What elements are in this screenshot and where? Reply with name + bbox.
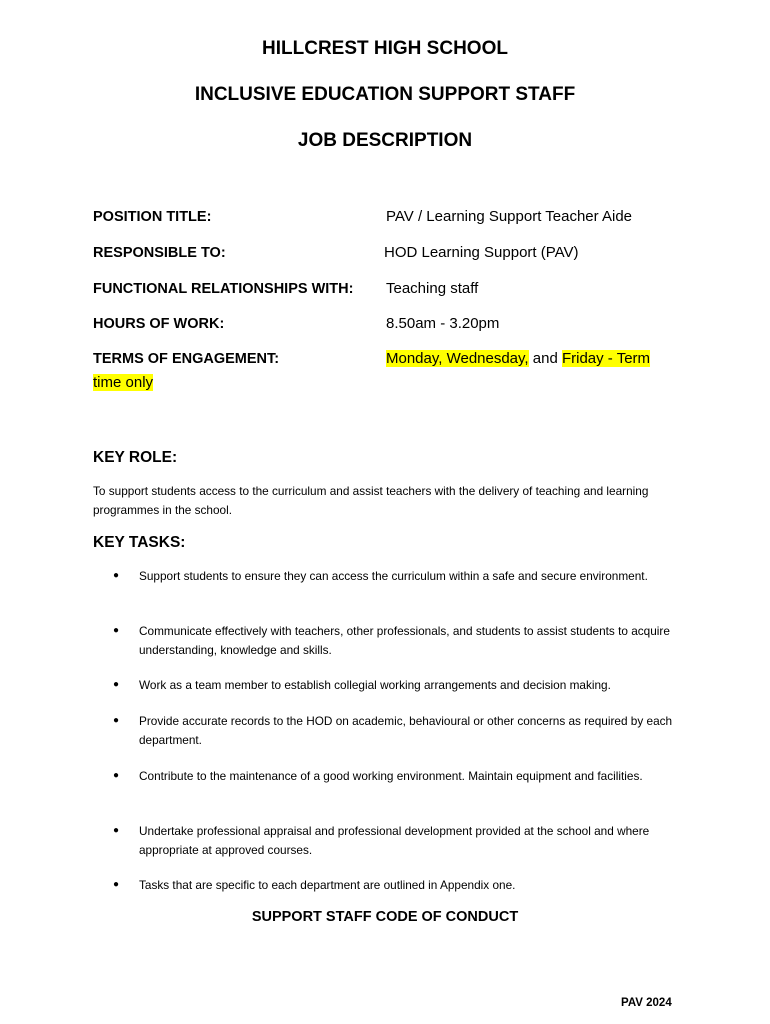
terms-of-engagement-label: TERMS OF ENGAGEMENT: bbox=[93, 351, 280, 367]
key-task-text: Work as a team member to establish collegial working arrangements and decision making. bbox=[139, 678, 611, 692]
terms-of-engagement-continued bbox=[93, 374, 153, 391]
key-task-item bbox=[113, 567, 673, 586]
key-task-item bbox=[113, 712, 673, 749]
position-title-value: PAV / Learning Support Teacher Aide bbox=[386, 208, 632, 225]
key-task-item bbox=[113, 767, 673, 786]
page-footer: PAV 2024 bbox=[621, 997, 672, 1009]
bullet-icon: ● bbox=[113, 679, 120, 690]
bullet-icon: ● bbox=[113, 715, 120, 726]
key-task-item bbox=[113, 676, 673, 695]
hours-of-work-value: 8.50am - 3.20pm bbox=[386, 315, 500, 332]
key-task-text: Tasks that are specific to each department are outlined in Appendix one. bbox=[139, 878, 516, 892]
key-task-text: Undertake professional appraisal and professional development provided at the school and where appropriate at approved courses. bbox=[139, 824, 650, 857]
key-task-text: Provide accurate records to the HOD on academic, behavioural or other concerns as required by each department. bbox=[139, 714, 673, 747]
key-task-item bbox=[113, 622, 673, 659]
responsible-to-value: HOD Learning Support (PAV) bbox=[384, 244, 579, 261]
terms-of-engagement-value bbox=[386, 350, 650, 367]
bullet-icon: ● bbox=[113, 625, 120, 636]
school-name-heading: HILLCREST HIGH SCHOOL bbox=[262, 38, 508, 59]
key-role-heading: KEY ROLE: bbox=[93, 449, 178, 466]
key-tasks-heading: KEY TASKS: bbox=[93, 534, 186, 551]
key-role-text: To support students access to the curriculum and assist teachers with the delivery of teaching and learning programmes in the school. bbox=[93, 484, 649, 517]
department-heading: INCLUSIVE EDUCATION SUPPORT STAFF bbox=[194, 84, 576, 105]
key-task-text: Contribute to the maintenance of a good working environment. Maintain equipment and facilities. bbox=[139, 769, 643, 783]
terms-connector: and bbox=[528, 350, 562, 367]
key-task-item bbox=[113, 876, 673, 895]
terms-highlight-time-only: time only bbox=[93, 374, 154, 391]
code-of-conduct-heading: SUPPORT STAFF CODE OF CONDUCT bbox=[251, 909, 519, 925]
functional-relationships-label: FUNCTIONAL RELATIONSHIPS WITH: bbox=[93, 281, 354, 297]
position-title-label: POSITION TITLE: bbox=[93, 209, 212, 225]
document-type-heading: JOB DESCRIPTION bbox=[297, 130, 473, 151]
bullet-icon: ● bbox=[113, 879, 120, 890]
hours-of-work-label: HOURS OF WORK: bbox=[93, 316, 225, 332]
terms-highlight-days: Monday, Wednesday, bbox=[386, 350, 529, 367]
responsible-to-label: RESPONSIBLE TO: bbox=[93, 245, 226, 261]
key-task-item bbox=[113, 822, 673, 859]
bullet-icon: ● bbox=[113, 570, 120, 581]
key-task-text: Communicate effectively with teachers, other professionals, and students to assist students to acquire understanding, knowledge and skills. bbox=[139, 624, 670, 657]
bullet-icon: ● bbox=[113, 770, 120, 781]
terms-highlight-friday: Friday - Term bbox=[561, 350, 651, 367]
functional-relationships-value: Teaching staff bbox=[386, 280, 479, 297]
key-task-text: Support students to ensure they can access the curriculum within a safe and secure environment. bbox=[139, 569, 648, 583]
bullet-icon: ● bbox=[113, 825, 120, 836]
